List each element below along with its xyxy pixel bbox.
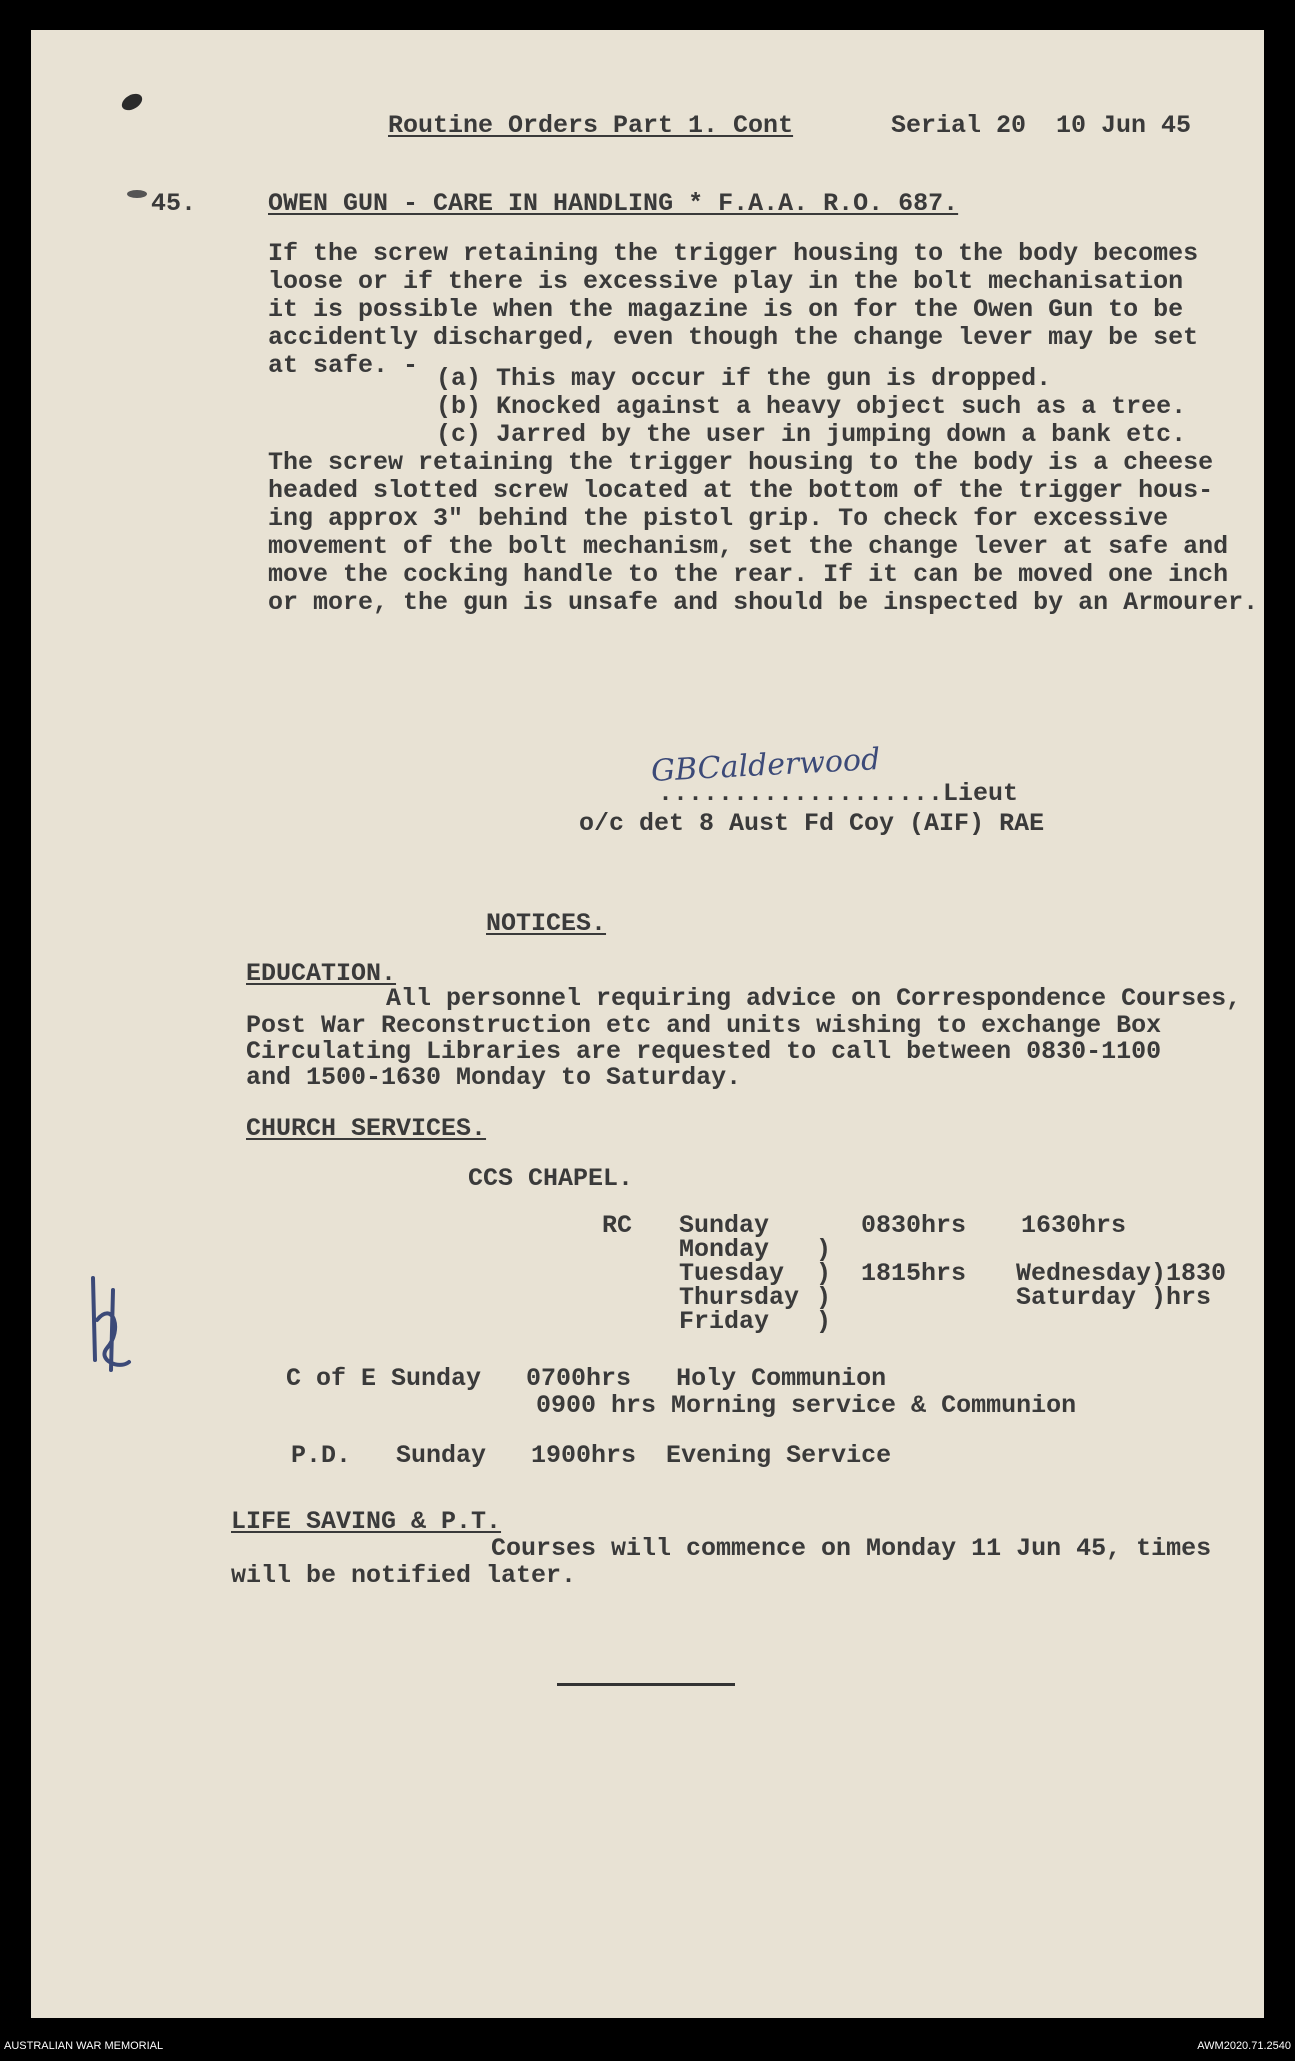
footer-right: AWM2020.71.2540 bbox=[1197, 2040, 1291, 2052]
body-line: movement of the bolt mechanism, set the change lever at safe and bbox=[268, 532, 1229, 561]
day-tuesday: Tuesday bbox=[679, 1259, 785, 1288]
education-line: and 1500-1630 Monday to Saturday. bbox=[246, 1063, 742, 1092]
day-sunday: Sunday bbox=[679, 1211, 770, 1240]
day-monday: Monday bbox=[679, 1235, 770, 1264]
church-heading: CHURCH SERVICES. bbox=[246, 1114, 487, 1143]
wednesday-time: Wednesday)1830 bbox=[1016, 1259, 1227, 1288]
cofe-service-1: C of E Sunday 0700hrs Holy Communion bbox=[286, 1364, 887, 1393]
education-line: All personnel requiring advice on Correspondence Courses, bbox=[386, 984, 1242, 1013]
item-heading: OWEN GUN - CARE IN HANDLING * F.A.A. R.O. 687. bbox=[268, 189, 959, 218]
day-friday: Friday bbox=[679, 1307, 770, 1336]
body-line: at safe. - bbox=[268, 351, 419, 380]
ink-blot bbox=[119, 90, 145, 113]
life-saving-line: will be notified later. bbox=[231, 1561, 577, 1590]
sub-item: (a) This may occur if the gun is dropped. bbox=[436, 364, 1052, 393]
ink-blot bbox=[127, 190, 147, 198]
sunday-time-2: 1630hrs bbox=[1021, 1211, 1127, 1240]
end-rule bbox=[557, 1683, 735, 1686]
saturday-time: Saturday )hrs bbox=[1016, 1283, 1212, 1312]
sub-items bbox=[436, 365, 1264, 449]
document-title: Routine Orders Part 1. Cont bbox=[388, 111, 794, 140]
serial-date: Serial 20 10 Jun 45 bbox=[891, 111, 1192, 140]
cofe-service-2: 0900 hrs Morning service & Communion bbox=[536, 1391, 1077, 1420]
brace: ) bbox=[816, 1259, 832, 1288]
item-paragraph-2 bbox=[268, 449, 1264, 617]
brace: ) bbox=[816, 1235, 832, 1264]
rc-label: RC bbox=[602, 1211, 633, 1240]
body-line: The screw retaining the trigger housing to the body is a cheese bbox=[268, 448, 1214, 477]
document-page bbox=[31, 30, 1264, 2018]
handwritten-initials-mark bbox=[83, 1270, 139, 1380]
footer-left: AUSTRALIAN WAR MEMORIAL bbox=[4, 2040, 164, 2052]
body-line: it is possible when the magazine is on for the Owen Gun to be bbox=[268, 295, 1184, 324]
education-line: Post War Reconstruction etc and units wishing to exchange Box bbox=[246, 1011, 1162, 1040]
handwritten-signature: GBCalderwood bbox=[650, 742, 882, 789]
notices-heading: NOTICES. bbox=[486, 909, 607, 938]
body-line: move the cocking handle to the rear. If it can be moved one inch bbox=[268, 560, 1229, 589]
sub-item: (c) Jarred by the user in jumping down a bank etc. bbox=[436, 420, 1187, 449]
sunday-time-1: 0830hrs bbox=[861, 1211, 967, 1240]
signature-unit: o/c det 8 Aust Fd Coy (AIF) RAE bbox=[579, 809, 1045, 838]
chapel-name: CCS CHAPEL. bbox=[468, 1164, 634, 1193]
item-number: 45. bbox=[151, 189, 197, 218]
brace: ) bbox=[816, 1283, 832, 1312]
life-saving-line: Courses will commence on Monday 11 Jun 45, times bbox=[491, 1534, 1212, 1563]
signature-rank: ...................Lieut bbox=[658, 779, 1019, 808]
body-line: loose or if there is excessive play in the bolt mechanisation bbox=[268, 267, 1184, 296]
body-line: accidently discharged, even though the change lever may be set bbox=[268, 323, 1199, 352]
education-line: Circulating Libraries are requested to call between 0830-1100 bbox=[246, 1037, 1162, 1066]
life-saving-heading: LIFE SAVING & P.T. bbox=[231, 1507, 502, 1536]
education-heading: EDUCATION. bbox=[246, 959, 397, 988]
day-thursday: Thursday bbox=[679, 1283, 800, 1312]
body-line: or more, the gun is unsafe and should be inspected by an Armourer. bbox=[268, 588, 1259, 617]
pd-service: P.D. Sunday 1900hrs Evening Service bbox=[291, 1441, 892, 1470]
sub-item: (b) Knocked against a heavy object such as a tree. bbox=[436, 392, 1187, 421]
brace: ) bbox=[816, 1307, 832, 1336]
item-paragraph-1 bbox=[268, 240, 1264, 380]
body-line: ing approx 3" behind the pistol grip. To check for excessive bbox=[268, 504, 1169, 533]
body-line: headed slotted screw located at the bottom of the trigger hous- bbox=[268, 476, 1214, 505]
weekday-time: 1815hrs bbox=[861, 1259, 967, 1288]
body-line: If the screw retaining the trigger housing to the body becomes bbox=[268, 239, 1199, 268]
